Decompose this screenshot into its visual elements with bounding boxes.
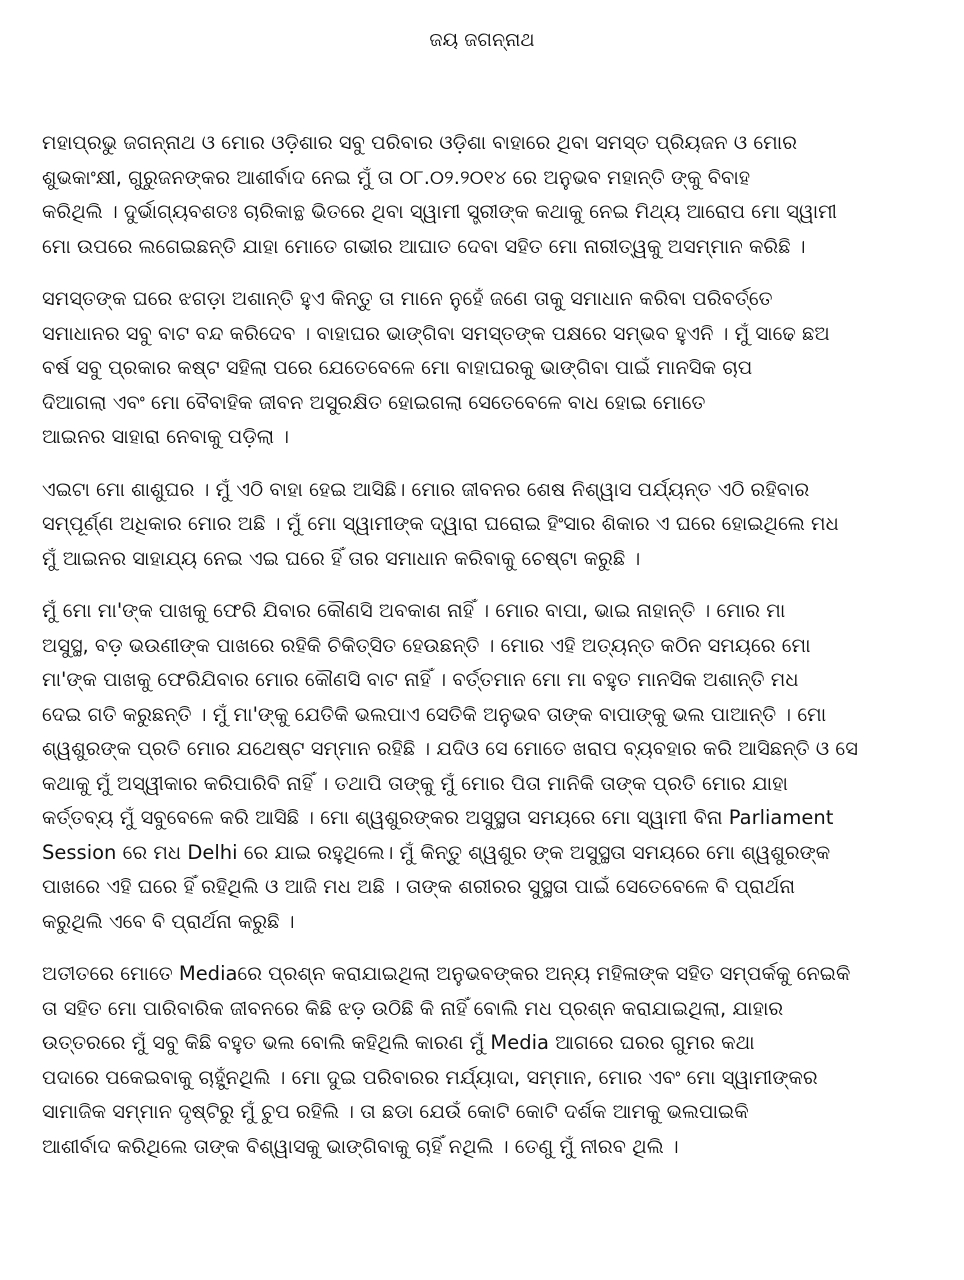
text-line: ଉତ୍ତରରେ ମୁଁ ସବୁ କିଛି ବହୁତ ଭଲ ବୋଲି କହିଥିଲି କାରଣ ମୁଁ Media ଆଗରେ ଘରର ଗୁମର କଥା bbox=[42, 1031, 755, 1054]
text-line: ଅତୀତରେ ମୋତେ Mediaରେ ପ୍ରଶ୍ନ କରାଯାଇଥିଲା ଅନୁଭବଙ୍କର ଅନ୍ୟ ମହିଳାଙ୍କ ସହିତ ସମ୍ପର୍କକୁ ନେଇକି bbox=[42, 962, 851, 985]
paragraph-4 bbox=[42, 594, 942, 939]
text-line: ଦିଆଗଲା ଏବଂ ମୋ ବୈବାହିକ ଜୀବନ ଅସୁରକ୍ଷିତ ହୋଇଗଲା ସେତେବେଳେ ବାଧ ହୋଇ ମୋତେ bbox=[42, 390, 706, 414]
page-title: ଜୟ ଜଗନ୍ନାଥ bbox=[429, 29, 535, 51]
text-line: ତା ସହିତ ମୋ ପାରିବାରିକ ଜୀବନରେ କିଛି ଝଡ଼ ଉଠିଛି କି ନାହିଁ ବୋଲି ମଧ ପ୍ରଶ୍ନ କରାଯାଇଥିଲା, ଯାହାର bbox=[42, 996, 784, 1020]
paragraph-5 bbox=[42, 957, 942, 1164]
text-line: ମୁଁ ମୋ ମା'ଙ୍କ ପାଖକୁ ଫେରି ଯିବାର କୌଣସି ଅବକାଶ ନାହିଁ । ମୋର ବାପା, ଭାଇ ନାହାନ୍ତି । ମୋର ମା bbox=[42, 599, 786, 622]
text-line: ସମ୍ପୂର୍ଣ୍ଣ ଅଧିକାର ମୋର ଅଛି । ମୁଁ ମୋ ସ୍ୱାମୀଙ୍କ ଦ୍ୱାରା ଘରୋଇ ହିଂସାର ଶିକାର ଏ ଘରେ ହୋଇଥିଲେ ମଧ bbox=[42, 512, 839, 535]
paragraph-1 bbox=[42, 126, 942, 264]
paragraph-2 bbox=[42, 282, 942, 455]
text-line: ପାଖରେ ଏହି ଘରେ ହିଁ ରହିଥିଲି ଓ ଆଜି ମଧ ଅଛି । ତାଙ୍କ ଶରୀରର ସୁସ୍ଥତା ପାଇଁ ସେତେବେଳେ ବି ପ୍ରାର୍ଥନା bbox=[42, 875, 796, 898]
text-line: କରୁଥିଲି ଏବେ ବି ପ୍ରାର୍ଥନା କରୁଛି । bbox=[42, 909, 295, 933]
text-line: ଦେଇ ଗତି କରୁଛନ୍ତି । ମୁଁ ମା'ଙ୍କୁ ଯେତିକି ଭଲପାଏ ସେତିକି ଅନୁଭବ ତାଙ୍କ ବାପାଙ୍କୁ ଭଲ ପାଆନ୍ତି । ମୋ bbox=[42, 702, 827, 726]
text-line: ମହାପ୍ରଭୁ ଜଗନ୍ନାଥ ଓ ମୋର ଓଡ଼ିଶାର ସବୁ ପରିବାର ଓଡ଼ିଶା ବାହାରେ ଥିବା ସମସ୍ତ ପ୍ରିୟଜନ ଓ ମୋର bbox=[42, 131, 797, 154]
text-line: ଶ୍ୱଶୁରଙ୍କ ପ୍ରତି ମୋର ଯଥେଷ୍ଟ ସମ୍ମାନ ରହିଛି । ଯଦିଓ ସେ ମୋତେ ଖରାପ ବ୍ୟବହାର କରି ଆସିଛନ୍ତି ଓ ସେ bbox=[42, 737, 858, 760]
text-line: Session ରେ ମଧ Delhi ରେ ଯାଇ ରହୁଥିଲେ। ମୁଁ କିନ୍ତୁ ଶ୍ୱଶୁର ଙ୍କ ଅସୁସ୍ଥତା ସମୟରେ ମୋ ଶ୍ୱଶୁରଙ୍କ bbox=[42, 840, 831, 864]
text-line: କରିଥିଲି । ଦୁର୍ଭାଗ୍ୟବଶତଃ ଚାରିକାନ୍ଥ ଭିତରେ ଥିବା ସ୍ୱାମୀ ସ୍ତ୍ରୀଙ୍କ କଥାକୁ ନେଇ ମିଥ୍ୟ ଆରୋପ ମୋ ସ୍ୱାମୀ bbox=[42, 200, 838, 223]
text-line: ଆଶୀର୍ବାଦ କରିଥିଲେ ତାଙ୍କ ବିଶ୍ୱାସକୁ ଭାଙ୍ଗିବାକୁ ଚାହିଁ ନଥିଲି । ତେଣୁ ମୁଁ ନୀରବ ଥିଲି । bbox=[42, 1134, 679, 1158]
text-line: ଏଇଟା ମୋ ଶାଶୁଘର । ମୁଁ ଏଠି ବାହା ହେଇ ଆସିଛି। ମୋର ଜୀବନର ଶେଷ ନିଶ୍ୱାସ ପର୍ଯ୍ୟନ୍ତ ଏଠି ରହିବାର bbox=[42, 477, 810, 501]
text-line: ସମସ୍ତଙ୍କ ଘରେ ଝଗଡ଼ା ଅଶାନ୍ତି ହୁଏ କିନ୍ତୁ ତା ମାନେ ନୁହେଁ ଜଣେ ତାକୁ ସମାଧାନ କରିବା ପରିବର୍ତ୍ତେ bbox=[42, 287, 773, 310]
text-line: କଥାକୁ ମୁଁ ଅସ୍ୱୀକାର କରିପାରିବି ନାହିଁ । ତଥାପି ତାଙ୍କୁ ମୁଁ ମୋର ପିତା ମାନିକି ତାଙ୍କ ପ୍ରତି ମୋର ଯାହା bbox=[42, 771, 788, 795]
letter-body bbox=[42, 126, 942, 1182]
text-line: ଅସୁସ୍ଥ, ବଡ଼ ଭଉଣୀଙ୍କ ପାଖରେ ରହିକି ଚିକିତ୍ସିତ ହେଉଛନ୍ତି । ମୋର ଏହି ଅତ୍ୟନ୍ତ କଠିନ ସମୟରେ ମୋ bbox=[42, 633, 811, 657]
text-line: ବର୍ଷ ସବୁ ପ୍ରକାର କଷ୍ଟ ସହିଲା ପରେ ଯେତେବେଳେ ମୋ ବାହାଘରକୁ ଭାଙ୍ଗିବା ପାଇଁ ମାନସିକ ଚାପ bbox=[42, 356, 753, 379]
paragraph-3 bbox=[42, 473, 942, 577]
text-line: ପଦାରେ ପକେଇବାକୁ ଚାହୁଁନଥିଲି । ମୋ ଦୁଇ ପରିବାରର ମର୍ଯ୍ୟାଦା, ସମ୍ମାନ, ମୋର ଏବଂ ମୋ ସ୍ୱାମୀଙ୍କର bbox=[42, 1065, 818, 1089]
text-line: ମା'ଙ୍କ ପାଖକୁ ଫେରିଯିବାର ମୋର କୌଣସି ବାଟ ନାହିଁ । ବର୍ତ୍ତମାନ ମୋ ମା ବହୁତ ମାନସିକ ଅଶାନ୍ତି ମଧ bbox=[42, 668, 799, 691]
text-line: ସମାଧାନର ସବୁ ବାଟ ବନ୍ଦ କରିଦେବ । ବାହାଘର ଭାଙ୍ଗିବା ସମସ୍ତଙ୍କ ପକ୍ଷରେ ସମ୍ଭବ ହୁଏନି । ମୁଁ ସାଢେ ଛଅ bbox=[42, 321, 830, 345]
text-line: ମୋ ଉପରେ ଲଗେଇଛନ୍ତି ଯାହା ମୋତେ ଗଭୀର ଆଘାତ ଦେବା ସହିତ ମୋ ନାରୀତ୍ୱକୁ ଅସମ୍ମାନ କରିଛି । bbox=[42, 234, 806, 258]
text-line: ଶୁଭକାଂକ୍ଷୀ, ଗୁରୁଜନଙ୍କର ଆଶୀର୍ବାଦ ନେଇ ମୁଁ ତା ୦୮.୦୨.୨୦୧୪ ରେ ଅନୁଭବ ମହାନ୍ତି ଙ୍କୁ ବିବାହ bbox=[42, 165, 751, 189]
text-line: କର୍ତ୍ତବ୍ୟ ମୁଁ ସବୁବେଳେ କରି ଆସିଛି । ମୋ ଶ୍ୱଶୁରଙ୍କର ଅସୁସ୍ଥତା ସମୟରେ ମୋ ସ୍ୱାମୀ ବିନା Parliament bbox=[42, 806, 834, 829]
text-line: ଆଇନର ସାହାରା ନେବାକୁ ପଡ଼ିଲା । bbox=[42, 425, 290, 448]
text-line: ସାମାଜିକ ସମ୍ମାନ ଦୃଷ୍ଟିରୁ ମୁଁ ଚୁପ ରହିଲି । ତା ଛଡା ଯେଉଁ କୋଟି କୋଟି ଦର୍ଶକ ଆମକୁ ଭଲପାଇକି bbox=[42, 1100, 749, 1123]
text-line: ମୁଁ ଆଇନର ସାହାଯ୍ୟ ନେଇ ଏଇ ଘରେ ହିଁ ତାର ସମାଧାନ କରିବାକୁ ଚେଷ୍ଟା କରୁଛି । bbox=[42, 546, 641, 570]
